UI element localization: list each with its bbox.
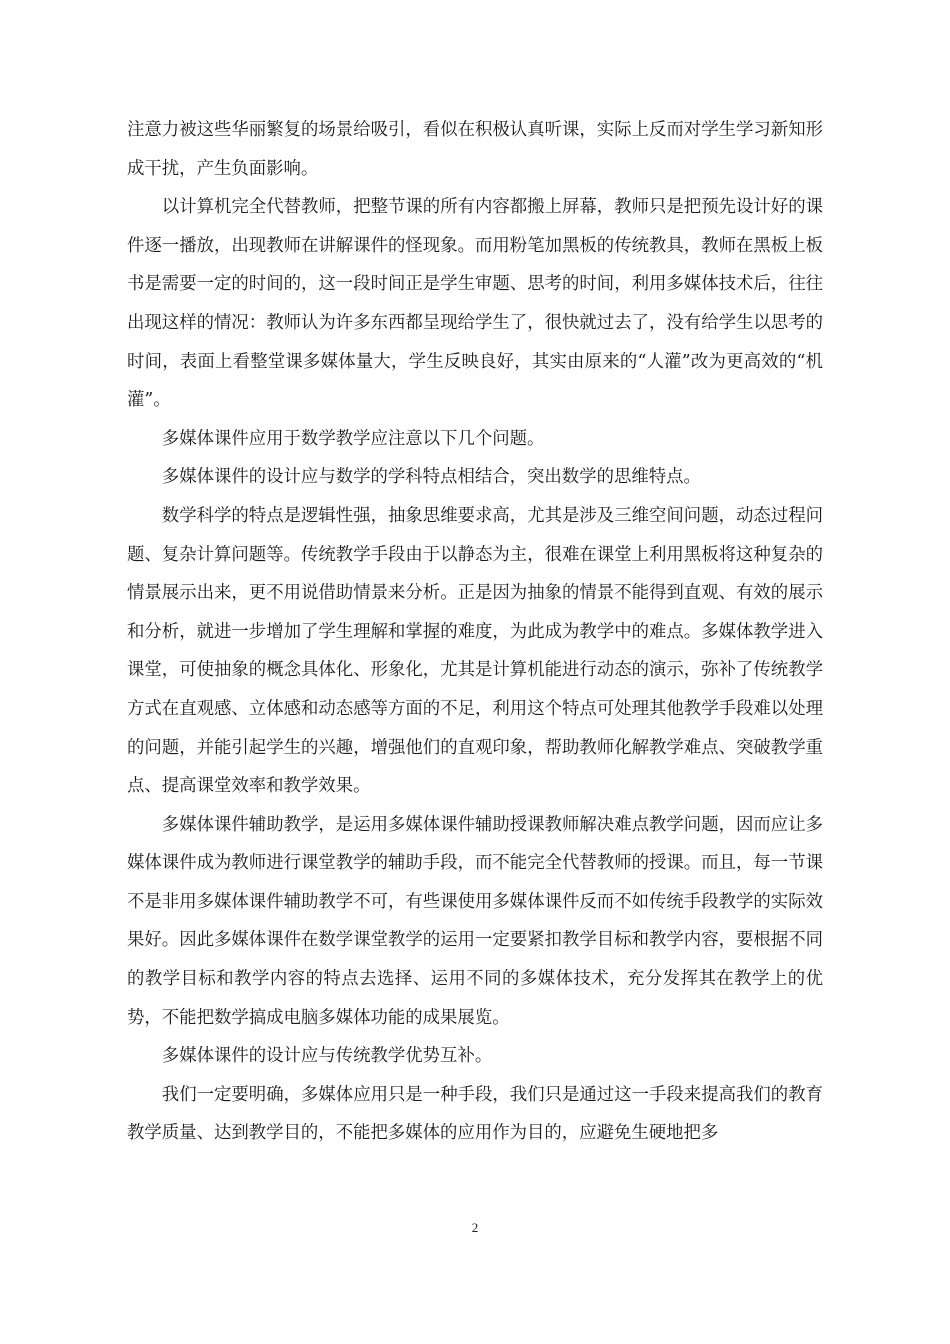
- paragraph: 多媒体课件的设计应与传统教学优势互补。: [161, 1046, 493, 1067]
- paragraph-continued: 注意力被这些华丽繁复的场景给吸引，看似在积极认真听课，实际上反而对学生学习新知形成干扰，产生负面影响。: [127, 120, 823, 179]
- paragraph: 数学科学的特点是逻辑性强，抽象思维要求高，尤其是涉及三维空间问题，动态过程问题、复杂计算问题等。传统教学手段由于以静态为主，很难在课堂上利用黑板将这种复杂的情景展示出来，更不用说借助情景来分析。正是因为抽象的情景不能得到直观、有效的展示和分析，就进一步增加了学生理解和掌握的难度，为此成为教学中的难点。多媒体教学进入课堂，可使抽象的概念具体化、形象化，尤其是计算机能进行动态的演示，弥补了传统教学方式在直观感、立体感和动态感等方面的不足，利用这个特点可处理其他教学手段难以处理的问题，并能引起学生的兴趣，增强他们的直观印象，帮助教师化解教学难点、突破教学重点、提高课堂效率和教学效果。: [127, 505, 823, 797]
- paragraph: 多媒体课件的设计应与数学的学科特点相结合，突出数学的思维特点。: [161, 467, 701, 488]
- paragraph: 我们一定要明确，多媒体应用只是一种手段，我们只是通过这一手段来提高我们的教育教学质量、达到教学目的，不能把多媒体的应用作为目的，应避免生硬地把多: [127, 1084, 823, 1144]
- paragraph: 多媒体课件辅助教学，是运用多媒体课件辅助授课教师解决难点教学问题，因而应让多媒体课件成为教师进行课堂教学的辅助手段，而不能完全代替教师的授课。而且，每一节课不是非用多媒体课件辅助教学不可，有些课使用多媒体课件反而不如传统手段教学的实际效果好。因此多媒体课件在数学课堂教学的运用一定要紧扣教学目标和教学内容，要根据不同的教学目标和教学内容的特点去选择、运用不同的多媒体技术，充分发挥其在教学上的优势，不能把数学搞成电脑多媒体功能的成果展览。: [127, 814, 823, 1028]
- page-number: 2: [471, 1220, 479, 1235]
- paragraph: 多媒体课件应用于数学教学应注意以下几个问题。: [161, 428, 545, 449]
- paragraph: 以计算机完全代替教师，把整节课的所有内容都搬上屏幕，教师只是把预先设计好的课件逐一播放，出现教师在讲解课件的怪现象。而用粉笔加黑板的传统教具，教师在黑板上板书是需要一定的时间的，这一段时间正是学生审题、思考的时间，利用多媒体技术后，往往出现这样的情况：教师认为许多东西都呈现给学生了，很快就过去了，没有给学生以思考的时间，表面上看整堂课多媒体量大，学生反映良好，其实由原来的“人灌”改为更高效的“机灌”。: [127, 197, 823, 411]
- body-text: [127, 111, 823, 1153]
